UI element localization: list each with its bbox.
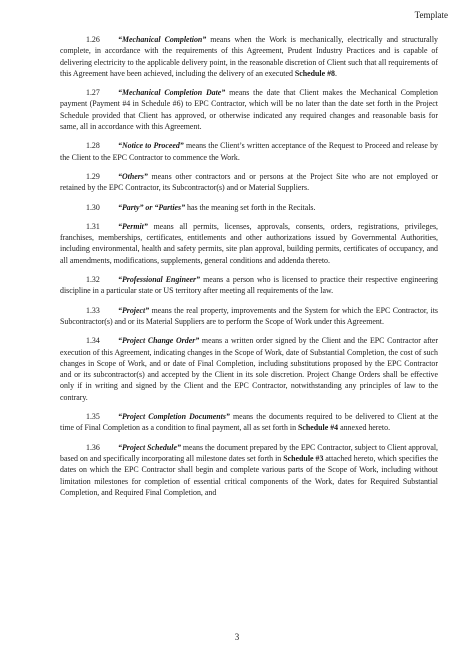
definition-text-end: .	[335, 68, 337, 78]
definition-paragraph	[60, 411, 438, 434]
definition-text: means the real property, improvements and the System for which the EPC Contractor, its Subcontractor(s) and or its Material Suppliers are to perform the Scope of Work under this Agreement.	[60, 305, 438, 326]
definition-paragraph	[60, 305, 438, 328]
schedule-reference: Schedule #4	[298, 423, 339, 433]
section-number: 1.32	[86, 275, 100, 285]
defined-term: “Project Completion Documents”	[118, 412, 230, 422]
defined-term: “Professional Engineer”	[118, 275, 200, 285]
section-number: 1.31	[86, 221, 100, 231]
definition-text: means a person who is licensed to practice their respective engineering discipline in a particular state or US territory after meeting all requirements of the law.	[60, 275, 438, 296]
page-number: 3	[234, 632, 240, 642]
section-number: 1.26	[86, 35, 100, 44]
definition-text: has the meaning set forth in the Recitals.	[185, 202, 316, 212]
defined-term: “Mechanical Completion”	[118, 35, 207, 44]
definition-paragraph	[60, 202, 438, 213]
definition-paragraph	[60, 274, 438, 297]
definition-paragraph	[60, 335, 438, 403]
definition-text: means when the Work is mechanically, electrically and structurally complete, in accordance with the requirements of this Agreement, Prudent Industry Practices and is capable of delivering electricity to the applicable delivery point, in the reasonable discretion of Client such that all requirements of this Agreement have been achieved, including the delivery of an executed	[60, 35, 438, 78]
definition-text-end: attached hereto, which specifies the dates on which the EPC Contractor shall begin and complete various parts of the Scope of Work, including without limitation milestones for completion of essential critical components of the Work, dates for Required Substantial Completion, and Required Final Completion, and	[60, 453, 438, 497]
section-number: 1.27	[86, 88, 100, 98]
definition-text: means the documents required to be delivered to Client at the time of Final Completion as a condition to final payment, all as set forth in	[60, 412, 438, 433]
section-number: 1.28	[86, 141, 100, 151]
definition-paragraph	[60, 87, 438, 132]
defined-term: “Permit”	[118, 221, 148, 231]
schedule-reference: Schedule #3	[283, 453, 324, 463]
defined-term: “Notice to Proceed”	[118, 141, 184, 151]
definition-text: means the document prepared by the EPC Contractor, subject to Client approval, based on and specifically incorporating all milestone dates set forth in	[60, 442, 438, 463]
section-number: 1.29	[86, 171, 100, 181]
definition-paragraph	[60, 171, 438, 194]
defined-term: “Project Change Order”	[118, 336, 200, 346]
definition-text: means the Client’s written acceptance of the Request to Proceed and release by the Client to the EPC Contractor to commence the Work.	[60, 141, 438, 162]
section-number: 1.30	[86, 202, 100, 212]
definition-text: means the date that Client makes the Mechanical Completion payment (Payment #4 in Schedule #6) to EPC Contractor, which will be no later than the date set forth in the Project Schedule provided that Client has approved, or otherwise indicated any required changes and reasonable basis for same, all in accordance with this Agreement.	[60, 88, 438, 132]
defined-term: “Party” or “Parties”	[118, 202, 186, 212]
definition-paragraph	[60, 140, 438, 163]
section-number: 1.35	[86, 412, 100, 422]
running-header: Template	[414, 10, 448, 20]
defined-term: “Mechanical Completion Date”	[118, 88, 226, 98]
definitions-body	[60, 34, 438, 506]
defined-term: “Others”	[118, 171, 148, 181]
defined-term: “Project”	[118, 305, 150, 315]
schedule-reference: Schedule #8	[294, 68, 335, 78]
definition-text-end: annexed hereto.	[338, 423, 391, 433]
definition-paragraph	[60, 442, 438, 498]
defined-term: “Project Schedule”	[118, 442, 181, 452]
definition-text: means a written order signed by the Client and the EPC Contractor after execution of this Agreement, indicating changes in the Scope of Work, date of Substantial Completion, the cost of such changes in Scope of Work, and or date of Final Completion, including substitutions proposed by the EPC Contractor and or its subcontractor(s) and accepted by the Client in its sole discretion. Project Change Orders shall be effective only if in writing and signed by the Client and the EPC Contractor, notwithstanding any principles of law to the contrary.	[60, 336, 439, 402]
definition-paragraph	[60, 221, 438, 266]
section-number: 1.34	[86, 336, 100, 346]
section-number: 1.36	[86, 442, 100, 452]
definition-text: means other contractors and or persons at the Project Site who are not employed or retained by the EPC Contractor, its Subcontractor(s) and or Material Suppliers.	[60, 171, 438, 193]
definition-text: means all permits, licenses, approvals, consents, orders, registrations, privileges, franchises, memberships, certificates, entitlements and other authorizations issued by Governmental Authorities, including environmental, health and safety permits, site plan approval, building permits, certificates of occupancy, and all amendments, modifications, supplements, general conditions and addenda thereto.	[60, 221, 438, 265]
section-number: 1.33	[86, 305, 100, 315]
definition-paragraph	[60, 34, 438, 79]
